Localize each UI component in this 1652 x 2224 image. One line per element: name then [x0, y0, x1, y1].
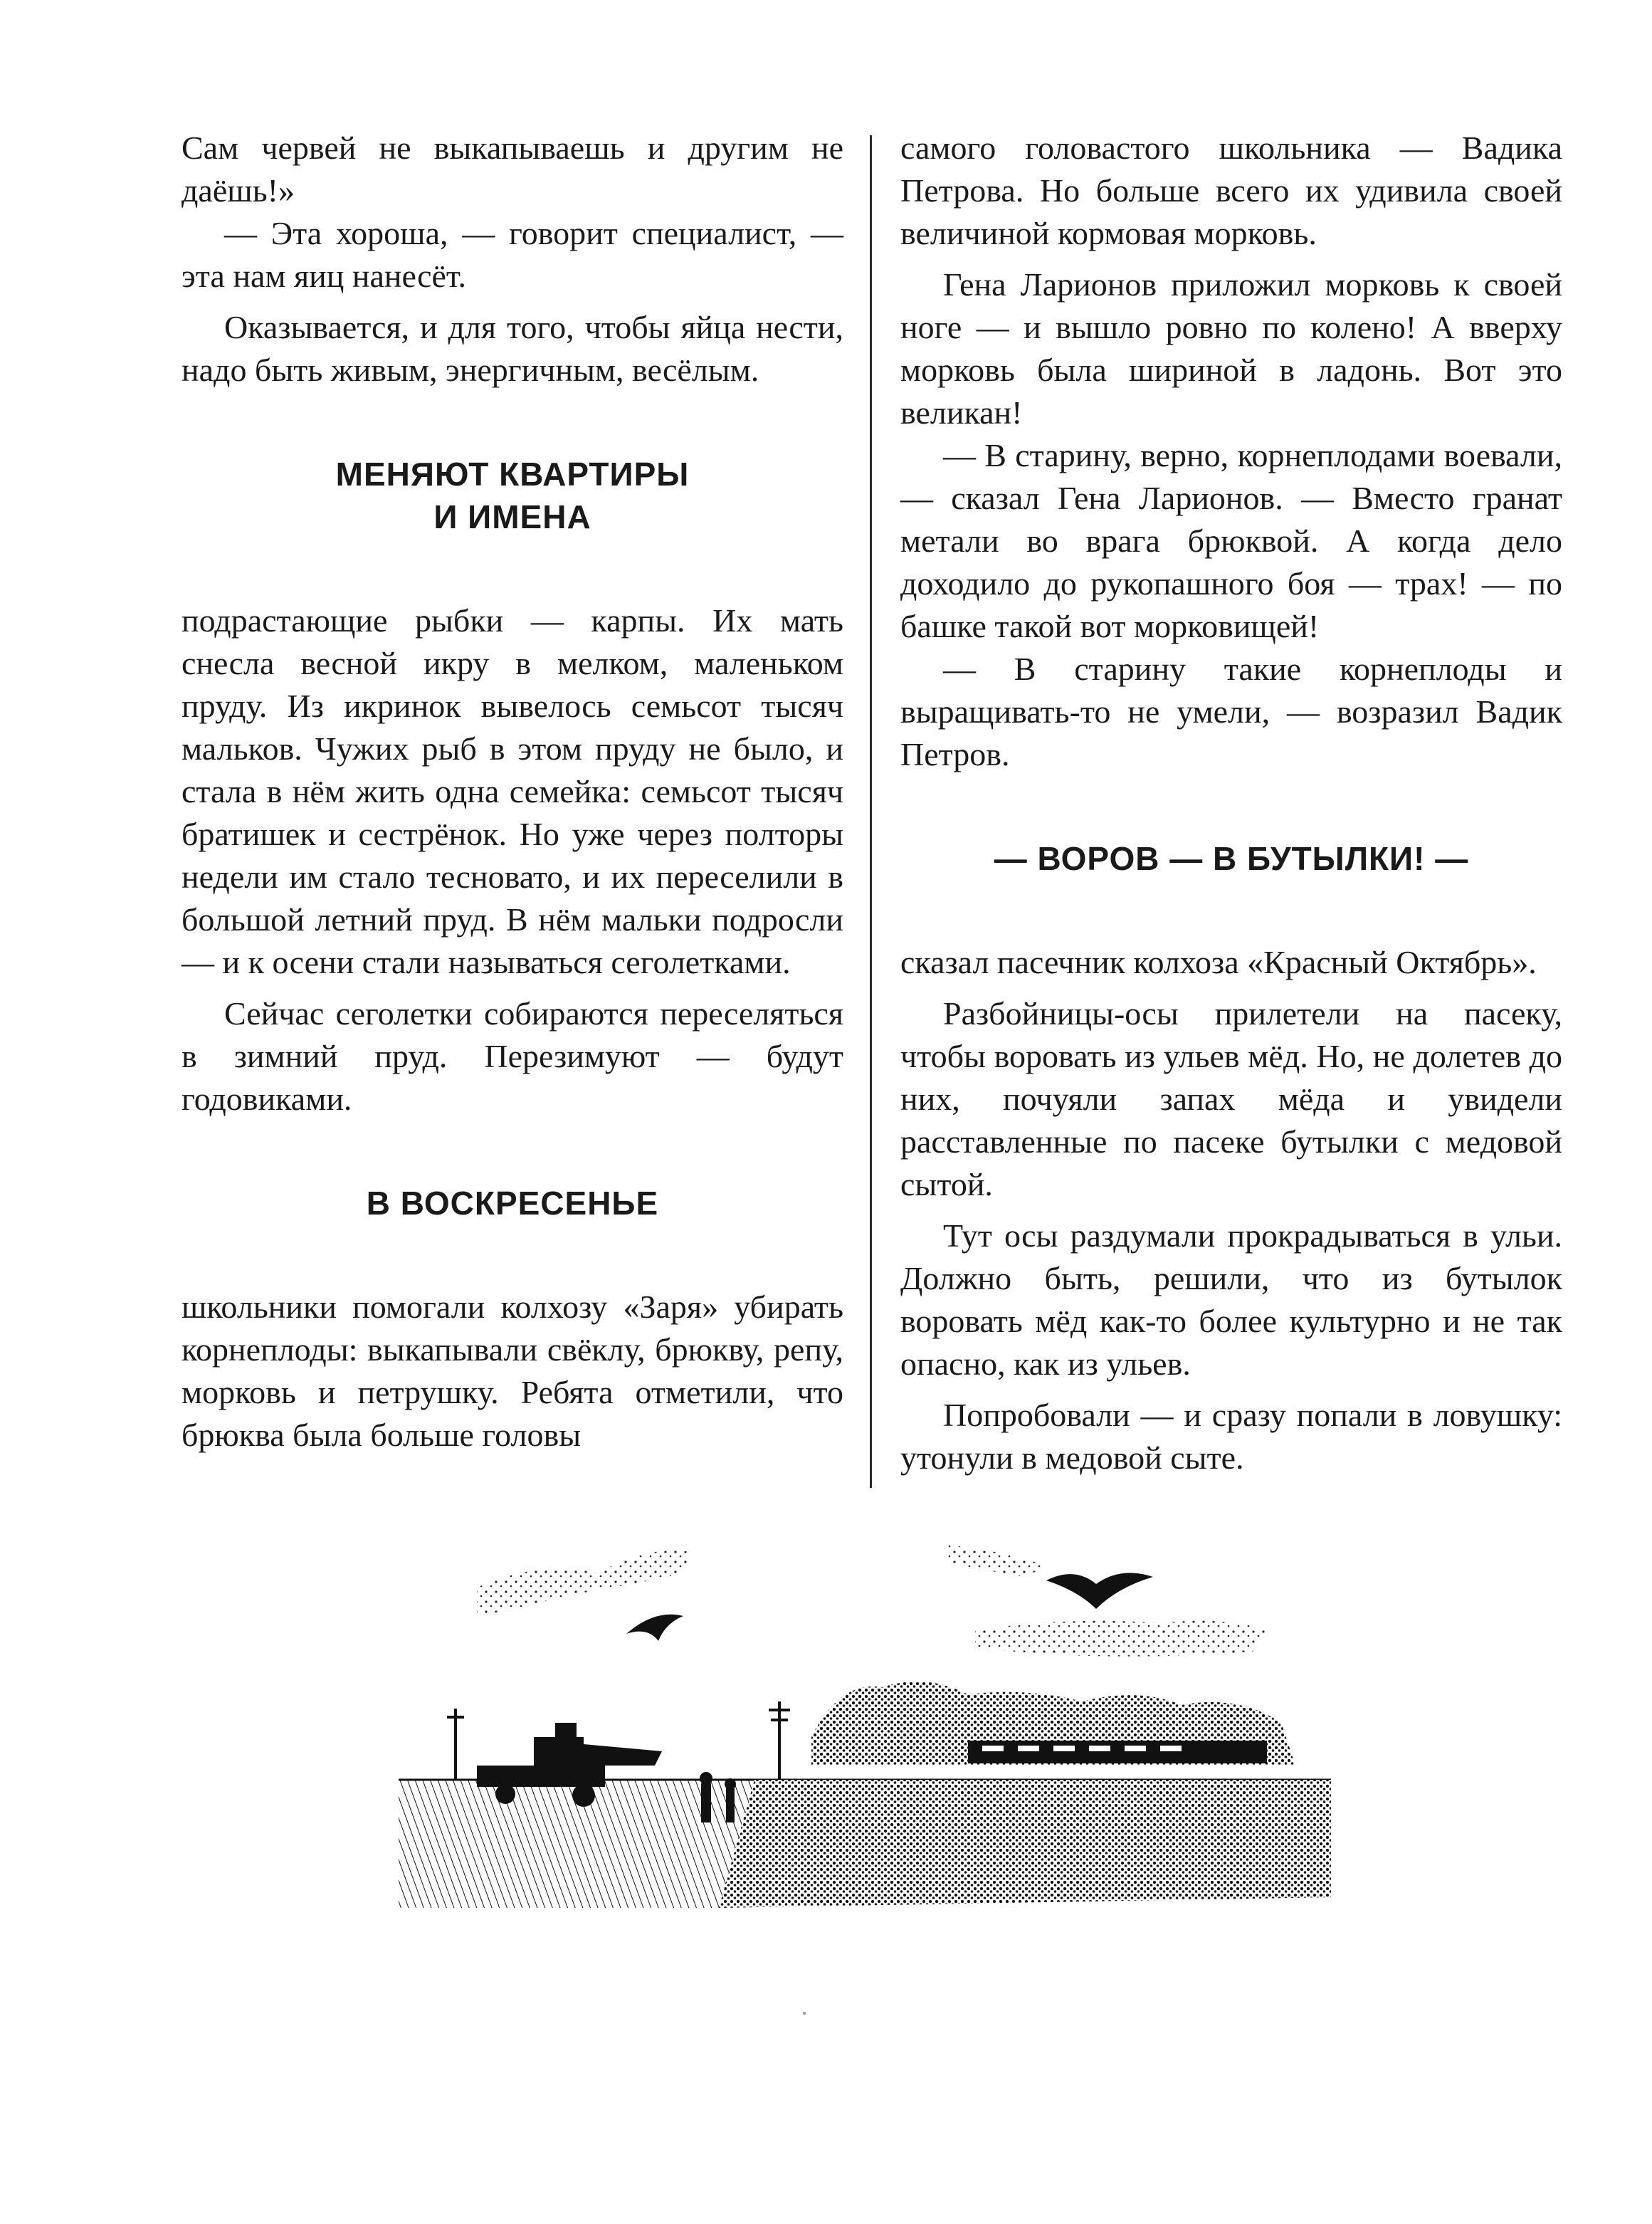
- right-paragraph-5: сказал пасечник колхоза «Красный Октябрь».: [900, 944, 1537, 980]
- cloud-right: [947, 1545, 1267, 1657]
- left-paragraph-4: подрастающие рыбки — карпы. Их мать снесла весной икру в мелком, маленьком пруду. Из икринок вывелось семьсот тысяч мальков. Чужих рыб в этом пруду не было, и стала в нём жить одна семейка: семьсот тысяч братишек и сестрёнок. Но уже через полторы недели им стало тесновато, и их переселили в большой летний пруд. В нём мальки подросли — и к осени стали называться сеголетками.: [181, 602, 843, 980]
- right-paragraph-4: — В старину такие корнеплоды и выращивать-то не умели, — возразил Вадик Петров.: [900, 651, 1562, 772]
- stubble-field: [399, 1780, 754, 1908]
- ploughed-field: [719, 1780, 1331, 1908]
- bird-left: [626, 1615, 683, 1641]
- right-paragraph-2: Гена Ларионов приложил морковь к своей ноге — и вышло ровно по колено! А вверху морковь была шириной в ладонь. Вот это великан!: [900, 266, 1562, 431]
- train: [968, 1741, 1267, 1763]
- harvest-field-illustration: [384, 1509, 1338, 1908]
- page-mark: [803, 2012, 806, 2015]
- right-paragraph-3: — В старину, верно, корнеплодами воевали, — сказал Гена Ларионов. — Вместо гранат метали во врага брюквой. А когда дело доходило до рукопашного боя — трах! — по башке такой вот морковищей!: [900, 437, 1562, 644]
- bird-right: [1046, 1573, 1153, 1609]
- left-paragraph-3: Оказывается, и для того, чтобы яйца нести, надо быть живым, энергичным, весёлым.: [181, 309, 843, 388]
- heading-quarters-line-2: И ИМЕНА: [433, 498, 591, 535]
- right-paragraph-7: Тут осы раздумали прокрадываться в ульи. Должно быть, решили, что из бутылок воровать мёд как-то более культурно и не так опасно, как из ульев.: [900, 1217, 1562, 1382]
- cloud-left: [477, 1551, 690, 1616]
- heading-sunday: В ВОСКРЕСЕНЬЕ: [366, 1185, 659, 1222]
- heading-thieves: — ВОРОВ — В БУТЫЛКИ! —: [994, 840, 1469, 877]
- left-paragraph-2: — Эта хороша, — говорит специалист, — эта нам яиц нанесёт.: [181, 215, 843, 294]
- right-paragraph-8: Попробовали — и сразу попали в ловушку: утонули в медовой сыте.: [900, 1397, 1562, 1476]
- right-paragraph-1: самого головастого школьника — Вадика Петрова. Но больше всего их удивила своей величиной кормовая морковь.: [900, 130, 1562, 251]
- heading-quarters-line-1: МЕНЯЮТ КВАРТИРЫ: [335, 456, 690, 493]
- right-column: [900, 127, 1562, 1479]
- column-divider: [870, 135, 872, 1488]
- left-paragraph-6: школьники помогали колхозу «Заря» убирать корнеплоды: выкапывали свёклу, брюкву, репу, морковь и петрушку. Ребята отметили, что брюква была больше головы: [181, 1289, 843, 1453]
- right-paragraph-6: Разбойницы-осы прилетели на пасеку, чтобы воровать из ульев мёд. Но, не долетев до них, почуяли запах мёда и увидели расставленные по пасеке бутылки с медовой сытой.: [900, 995, 1562, 1202]
- left-paragraph-1: Сам червей не выкапываешь и другим не даёшь!»: [181, 130, 843, 209]
- left-column: [181, 127, 843, 1457]
- left-paragraph-5: Сейчас сеголетки собираются переселяться в зимний пруд. Перезимуют — будут годовиками.: [181, 995, 843, 1117]
